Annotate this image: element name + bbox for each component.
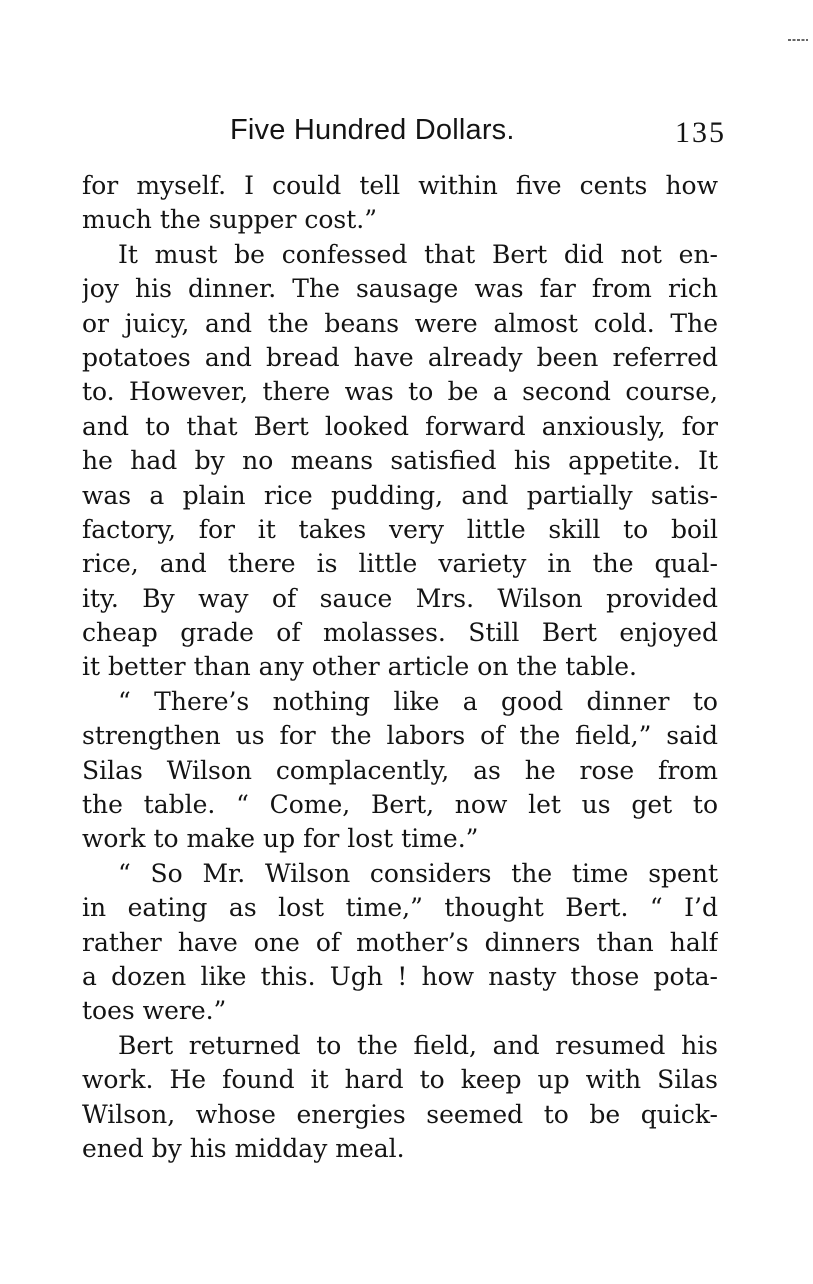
header-title: Five Hundred Dollars.	[230, 114, 515, 146]
text-line: was a plain rice pudding, and partially satis-	[82, 480, 718, 510]
text-line: to. However, there was to be a second course,	[82, 377, 718, 407]
text-line: a dozen like this. Ugh ! how nasty those pota-	[82, 961, 718, 991]
text-line: Bert returned to the field, and resumed his	[118, 1030, 718, 1060]
text-line: work. He found it hard to keep up with Silas	[82, 1065, 718, 1095]
text-line: ity. By way of sauce Mrs. Wilson provided	[82, 583, 718, 613]
page-number: 135	[675, 116, 726, 149]
text-line: or juicy, and the beans were almost cold. The	[82, 308, 718, 338]
text-line: “ There’s nothing like a good dinner to	[118, 686, 718, 716]
text-line: Wilson, whose energies seemed to be quick-	[82, 1099, 718, 1129]
text-line: “ So Mr. Wilson considers the time spent	[118, 858, 718, 888]
page-body	[82, 169, 718, 1166]
text-line: strengthen us for the labors of the field,” said	[82, 721, 718, 751]
scan-mark	[788, 38, 808, 42]
text-line: rather have one of mother’s dinners than half	[82, 927, 718, 957]
text-line: he had by no means satisfied his appetite. It	[82, 446, 718, 476]
text-line: cheap grade of molasses. Still Bert enjoyed	[82, 618, 718, 648]
text-line: ened by his midday meal.	[82, 1133, 405, 1163]
text-line: the table. “ Come, Bert, now let us get to	[82, 790, 718, 820]
text-line: toes were.”	[82, 996, 227, 1026]
text-line: joy his dinner. The sausage was far from rich	[82, 274, 718, 304]
text-line: and to that Bert looked forward anxiously, for	[82, 411, 718, 441]
text-line: It must be confessed that Bert did not en-	[118, 239, 718, 269]
running-header	[82, 108, 732, 154]
text-line: in eating as lost time,” thought Bert. “ I’d	[82, 893, 718, 923]
text-line: much the supper cost.”	[82, 205, 378, 235]
text-line: potatoes and bread have already been referred	[82, 342, 718, 372]
text-line: work to make up for lost time.”	[82, 824, 479, 854]
text-line: factory, for it takes very little skill to boil	[82, 514, 718, 544]
text-line: Silas Wilson complacently, as he rose from	[82, 755, 718, 785]
text-line: it better than any other article on the table.	[82, 652, 637, 682]
text-line: rice, and there is little variety in the qual-	[82, 549, 718, 579]
text-line: for myself. I could tell within five cents how	[82, 171, 718, 200]
